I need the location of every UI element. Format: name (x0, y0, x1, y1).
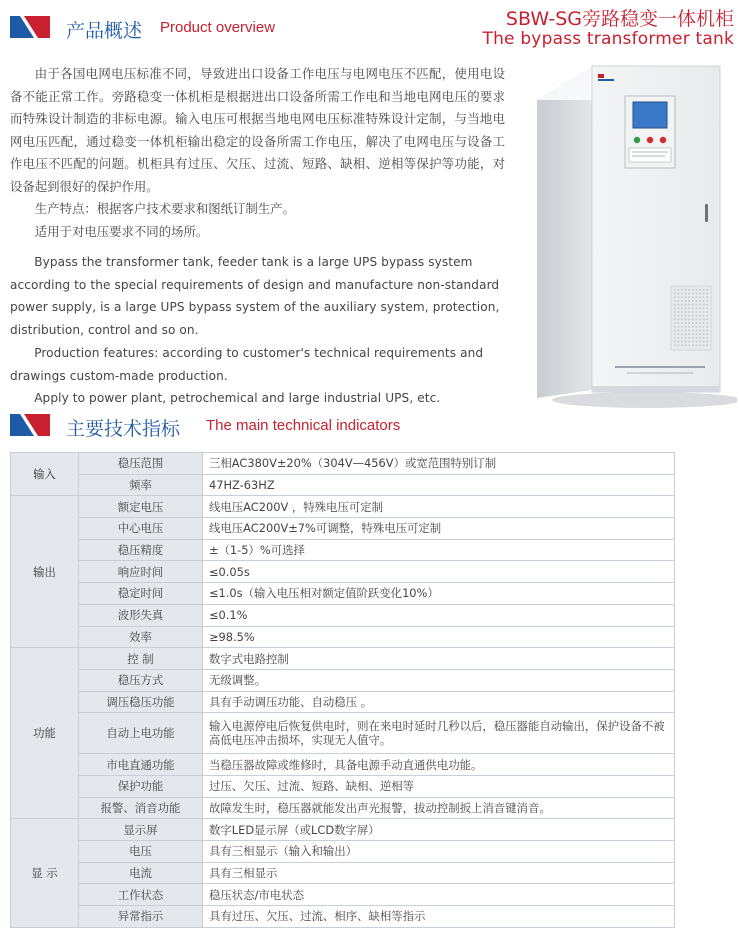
table-row (11, 583, 675, 605)
vent-hole (688, 341, 690, 343)
table-value-cell: 47HZ-63HZ (203, 474, 675, 496)
table-param-cell: 稳定时间 (79, 583, 203, 605)
vent-hole (681, 293, 683, 295)
vent-grille (671, 286, 711, 350)
table-row (11, 691, 675, 713)
vent-hole (674, 333, 676, 335)
vent-hole (674, 289, 676, 291)
vent-hole (685, 337, 687, 339)
table-value-cell: ≤1.0s（输入电压相对额定值阶跃变化10%） (203, 583, 675, 605)
indicators-title-en: The main technical indicators (206, 417, 401, 434)
vent-hole (699, 319, 701, 321)
vent-hole (706, 296, 708, 298)
vent-hole (674, 319, 676, 321)
table-row (11, 862, 675, 884)
vent-hole (706, 304, 708, 306)
vent-hole (688, 330, 690, 332)
vent-hole (678, 322, 680, 324)
vent-hole (692, 319, 694, 321)
indicators-title-cn: 主要技术指标 (66, 418, 181, 440)
vent-hole (674, 304, 676, 306)
table-param-cell: 电压 (79, 841, 203, 863)
table-param-cell: 稳压方式 (79, 669, 203, 691)
vent-hole (692, 308, 694, 310)
table-param-cell: 中心电压 (79, 518, 203, 540)
table-value-cell: 线电压AC200V ，特殊电压可定制 (203, 496, 675, 518)
table-value-cell: 故障发生时，稳压器就能发出声光报警，拔动控制扳上消音键消音。 (203, 797, 675, 819)
vent-hole (696, 293, 698, 295)
vent-hole (706, 337, 708, 339)
vent-hole (696, 345, 698, 347)
table-value-cell: 具有手动调压功能、自动稳压 。 (203, 691, 675, 713)
vent-hole (674, 345, 676, 347)
vent-hole (706, 341, 708, 343)
table-value-cell: 具有过压、欠压、过流、相序、缺相等指示 (203, 906, 675, 928)
vent-hole (688, 296, 690, 298)
vent-hole (688, 333, 690, 335)
overview-title-cn: 产品概述 (66, 20, 143, 42)
vent-hole (703, 300, 705, 302)
table-row (11, 906, 675, 928)
vent-hole (681, 319, 683, 321)
table-param-cell: 稳压范围 (79, 453, 203, 475)
intro-cn-paragraph: 适用于对电压要求不同的场所。 (34, 223, 209, 239)
table-row (11, 648, 675, 670)
intro-en (10, 251, 505, 410)
table-param-cell: 显示屏 (79, 819, 203, 841)
intro-cn-paragraph: 生产特点：根据客户技术要求和图纸订制生产。 (34, 201, 295, 216)
vent-hole (688, 308, 690, 310)
vent-hole (696, 330, 698, 332)
vent-hole (703, 293, 705, 295)
vent-hole (674, 330, 676, 332)
table-param-cell: 市电直通功能 (79, 754, 203, 776)
vent-hole (681, 296, 683, 298)
door-handle (705, 204, 708, 222)
vent-hole (678, 319, 680, 321)
product-name-en: The bypass transformer tank (482, 29, 734, 49)
vent-hole (688, 322, 690, 324)
vent-hole (692, 296, 694, 298)
vent-hole (696, 296, 698, 298)
vent-hole (674, 311, 676, 313)
vent-hole (692, 333, 694, 335)
table-row (11, 775, 675, 797)
vent-hole (688, 300, 690, 302)
vent-hole (696, 337, 698, 339)
table-value-cell: ±（1-5）%可选择 (203, 539, 675, 561)
cabinet-base (592, 386, 720, 392)
cabinet-logo (598, 74, 604, 78)
vent-hole (674, 308, 676, 310)
table-row (11, 453, 675, 475)
vent-hole (692, 337, 694, 339)
table-param-cell: 自动上电功能 (79, 713, 203, 754)
vent-hole (685, 345, 687, 347)
vent-hole (699, 308, 701, 310)
vent-hole (699, 330, 701, 332)
table-param-cell: 工作状态 (79, 884, 203, 906)
cabinet-side (537, 66, 592, 398)
vent-hole (706, 345, 708, 347)
vent-hole (699, 326, 701, 328)
vent-hole (703, 345, 705, 347)
intro-cn-paragraph: 由于各国电网电压标准不同，导致进出口设备工作电压与电网电压不匹配，使用电设备不能正常工作。旁路稳变一体机柜是根据进出口设备所需工作电和当地电网电压的要求而特殊设计制造的非标电源。输入电压可根据当地电网电压标准特殊设计定制，与当地电网电压匹配，通过稳变一体机柜输出稳定的设备所需工作电压，解决了电网电压与设备工作电压不匹配的问题。机柜具有过压、欠压、过流、短路、缺相、逆相等保护等功能，对设备起到很好的保护作用。 (10, 66, 505, 194)
vent-hole (699, 304, 701, 306)
vent-hole (692, 315, 694, 317)
vent-hole (699, 345, 701, 347)
intro-en-paragraph: Bypass the transformer tank, feeder tank is a large UPS bypass system according to the special requirements of design and manufacture non-standard power supply, is a large UPS bypass system of the auxiliary system, protection, distribution, control and so on. (10, 255, 500, 338)
vent-hole (696, 341, 698, 343)
vent-hole (706, 311, 708, 313)
table-group-label: 显 示 (11, 819, 79, 927)
vent-hole (678, 296, 680, 298)
vent-hole (681, 300, 683, 302)
vent-hole (688, 337, 690, 339)
table-value-cell: ≤0.1% (203, 604, 675, 626)
vent-hole (678, 308, 680, 310)
indicator-light-red (647, 137, 653, 143)
table-param-cell: 频率 (79, 474, 203, 496)
vent-hole (685, 330, 687, 332)
table-value-cell: 输入电源停电后恢复供电时，则在来电时延时几秒以后，稳压器能自动输出，保护设备不被高低电压冲击损坏，实现无人值守。 (203, 713, 675, 754)
vent-hole (681, 345, 683, 347)
vent-hole (688, 289, 690, 291)
vent-hole (678, 311, 680, 313)
vent-hole (674, 300, 676, 302)
vent-hole (699, 293, 701, 295)
vent-hole (703, 319, 705, 321)
vent-hole (678, 300, 680, 302)
vent-hole (703, 308, 705, 310)
table-row (11, 819, 675, 841)
table-param-cell: 电流 (79, 862, 203, 884)
vent-hole (696, 304, 698, 306)
vent-hole (692, 293, 694, 295)
section-flag-icon (10, 16, 50, 38)
product-name-cn: SBW-SG旁路稳变一体机柜 (505, 8, 734, 30)
vent-hole (692, 300, 694, 302)
vent-hole (674, 315, 676, 317)
vent-hole (681, 311, 683, 313)
indicator-light-red (660, 137, 666, 143)
vent-hole (685, 308, 687, 310)
table-value-cell: 具有三相显示 (203, 862, 675, 884)
vent-hole (692, 322, 694, 324)
table-value-cell: 线电压AC200V±7%可调整，特殊电压可定制 (203, 518, 675, 540)
table-value-cell: 无级调整。 (203, 669, 675, 691)
vent-hole (706, 319, 708, 321)
vent-hole (681, 322, 683, 324)
vent-hole (688, 315, 690, 317)
table-param-cell: 额定电压 (79, 496, 203, 518)
table-value-cell: ≥98.5% (203, 626, 675, 648)
vent-hole (685, 322, 687, 324)
table-value-cell: 三相AC380V±20%（304V—456V）或宽范围特别订制 (203, 453, 675, 475)
table-row (11, 518, 675, 540)
table-row (11, 669, 675, 691)
vent-hole (678, 345, 680, 347)
vent-hole (703, 289, 705, 291)
vent-hole (699, 322, 701, 324)
vent-hole (692, 311, 694, 313)
vent-hole (699, 337, 701, 339)
vent-hole (678, 304, 680, 306)
table-value-cell: 稳压状态/市电状态 (203, 884, 675, 906)
intro-en-paragraph: Production features: according to customer's technical requirements and drawings custom-made production. (10, 345, 484, 383)
overview-title-en: Product overview (160, 19, 276, 36)
vent-hole (696, 300, 698, 302)
vent-hole (706, 300, 708, 302)
vent-hole (685, 304, 687, 306)
vent-hole (678, 293, 680, 295)
display-screen (633, 102, 667, 128)
vent-hole (692, 289, 694, 291)
table-row (11, 474, 675, 496)
vent-hole (681, 326, 683, 328)
vent-hole (685, 315, 687, 317)
table-value-cell: ≤0.05s (203, 561, 675, 583)
vent-hole (696, 326, 698, 328)
vent-hole (706, 293, 708, 295)
vent-hole (674, 293, 676, 295)
table-row (11, 539, 675, 561)
vent-hole (688, 326, 690, 328)
vent-hole (706, 289, 708, 291)
table-param-cell: 波形失真 (79, 604, 203, 626)
vent-hole (696, 315, 698, 317)
table-value-cell: 具有三相显示（输入和输出） (203, 841, 675, 863)
indicator-light-green (634, 137, 640, 143)
cabinet-image (537, 60, 737, 410)
table-param-cell: 效率 (79, 626, 203, 648)
vent-hole (678, 315, 680, 317)
vent-hole (692, 330, 694, 332)
vent-hole (678, 341, 680, 343)
vent-hole (703, 330, 705, 332)
table-row (11, 841, 675, 863)
table-group-label: 功能 (11, 648, 79, 819)
table-param-cell: 异常指示 (79, 906, 203, 928)
vent-hole (674, 326, 676, 328)
table-row (11, 713, 675, 754)
vent-hole (706, 308, 708, 310)
vent-hole (681, 341, 683, 343)
vent-hole (674, 337, 676, 339)
vent-hole (703, 311, 705, 313)
vent-hole (678, 289, 680, 291)
vent-hole (678, 333, 680, 335)
vent-hole (706, 333, 708, 335)
table-param-cell: 调压稳压功能 (79, 691, 203, 713)
vent-hole (692, 326, 694, 328)
vent-hole (692, 341, 694, 343)
vent-hole (685, 289, 687, 291)
vent-hole (681, 289, 683, 291)
vent-hole (692, 345, 694, 347)
vent-hole (685, 341, 687, 343)
vent-hole (696, 289, 698, 291)
table-param-cell: 控 制 (79, 648, 203, 670)
vent-hole (692, 304, 694, 306)
vent-hole (706, 315, 708, 317)
table-value-cell: 过压、欠压、过流、短路、缺相、逆相等 (203, 775, 675, 797)
vent-hole (674, 341, 676, 343)
table-row (11, 797, 675, 819)
vent-hole (706, 322, 708, 324)
vent-hole (681, 315, 683, 317)
vent-hole (699, 341, 701, 343)
vent-hole (706, 330, 708, 332)
vent-hole (696, 308, 698, 310)
vent-hole (696, 311, 698, 313)
vent-hole (685, 296, 687, 298)
panel-label (629, 148, 671, 162)
section-flag-icon (10, 414, 50, 436)
table-value-cell: 数字LED显示屏（或LCD数字屏） (203, 819, 675, 841)
vent-hole (685, 293, 687, 295)
vent-hole (699, 300, 701, 302)
table-row (11, 604, 675, 626)
vent-hole (688, 293, 690, 295)
vent-hole (699, 296, 701, 298)
vent-hole (703, 333, 705, 335)
table-row (11, 496, 675, 518)
vent-hole (703, 337, 705, 339)
vent-hole (681, 304, 683, 306)
cabinet-shadow (552, 392, 737, 408)
product-title (483, 8, 735, 48)
vent-hole (699, 289, 701, 291)
table-param-cell: 响应时间 (79, 561, 203, 583)
vent-hole (703, 322, 705, 324)
table-row (11, 884, 675, 906)
vent-hole (685, 326, 687, 328)
vent-hole (703, 341, 705, 343)
vent-hole (688, 311, 690, 313)
table-group-label: 输出 (11, 496, 79, 648)
vent-hole (685, 300, 687, 302)
vent-hole (688, 304, 690, 306)
vent-hole (703, 315, 705, 317)
table-row (11, 561, 675, 583)
vent-hole (703, 296, 705, 298)
vent-hole (699, 315, 701, 317)
vent-hole (699, 311, 701, 313)
vent-hole (685, 319, 687, 321)
table-param-cell: 稳压精度 (79, 539, 203, 561)
intro-en-paragraph: Apply to power plant, petrochemical and large industrial UPS, etc. (34, 391, 441, 406)
vent-hole (681, 330, 683, 332)
vent-hole (685, 333, 687, 335)
table-param-cell: 保护功能 (79, 775, 203, 797)
spec-table (10, 452, 675, 928)
vent-hole (688, 319, 690, 321)
vent-hole (681, 308, 683, 310)
vent-hole (674, 296, 676, 298)
vent-hole (685, 311, 687, 313)
vent-hole (688, 345, 690, 347)
vent-hole (696, 319, 698, 321)
intro-cn (10, 63, 505, 243)
vent-hole (678, 330, 680, 332)
vent-hole (678, 337, 680, 339)
table-value-cell: 数字式电路控制 (203, 648, 675, 670)
table-param-cell: 报警、消音功能 (79, 797, 203, 819)
vent-hole (696, 322, 698, 324)
vent-hole (703, 304, 705, 306)
vent-hole (678, 326, 680, 328)
vent-hole (696, 333, 698, 335)
table-value-cell: 当稳压器故障或维修时，具备电源手动直通供电功能。 (203, 754, 675, 776)
vent-hole (706, 326, 708, 328)
vent-hole (703, 326, 705, 328)
vent-hole (681, 333, 683, 335)
vent-hole (674, 322, 676, 324)
vent-hole (699, 333, 701, 335)
table-row (11, 626, 675, 648)
table-row (11, 754, 675, 776)
table-group-label: 输入 (11, 453, 79, 496)
vent-hole (681, 337, 683, 339)
